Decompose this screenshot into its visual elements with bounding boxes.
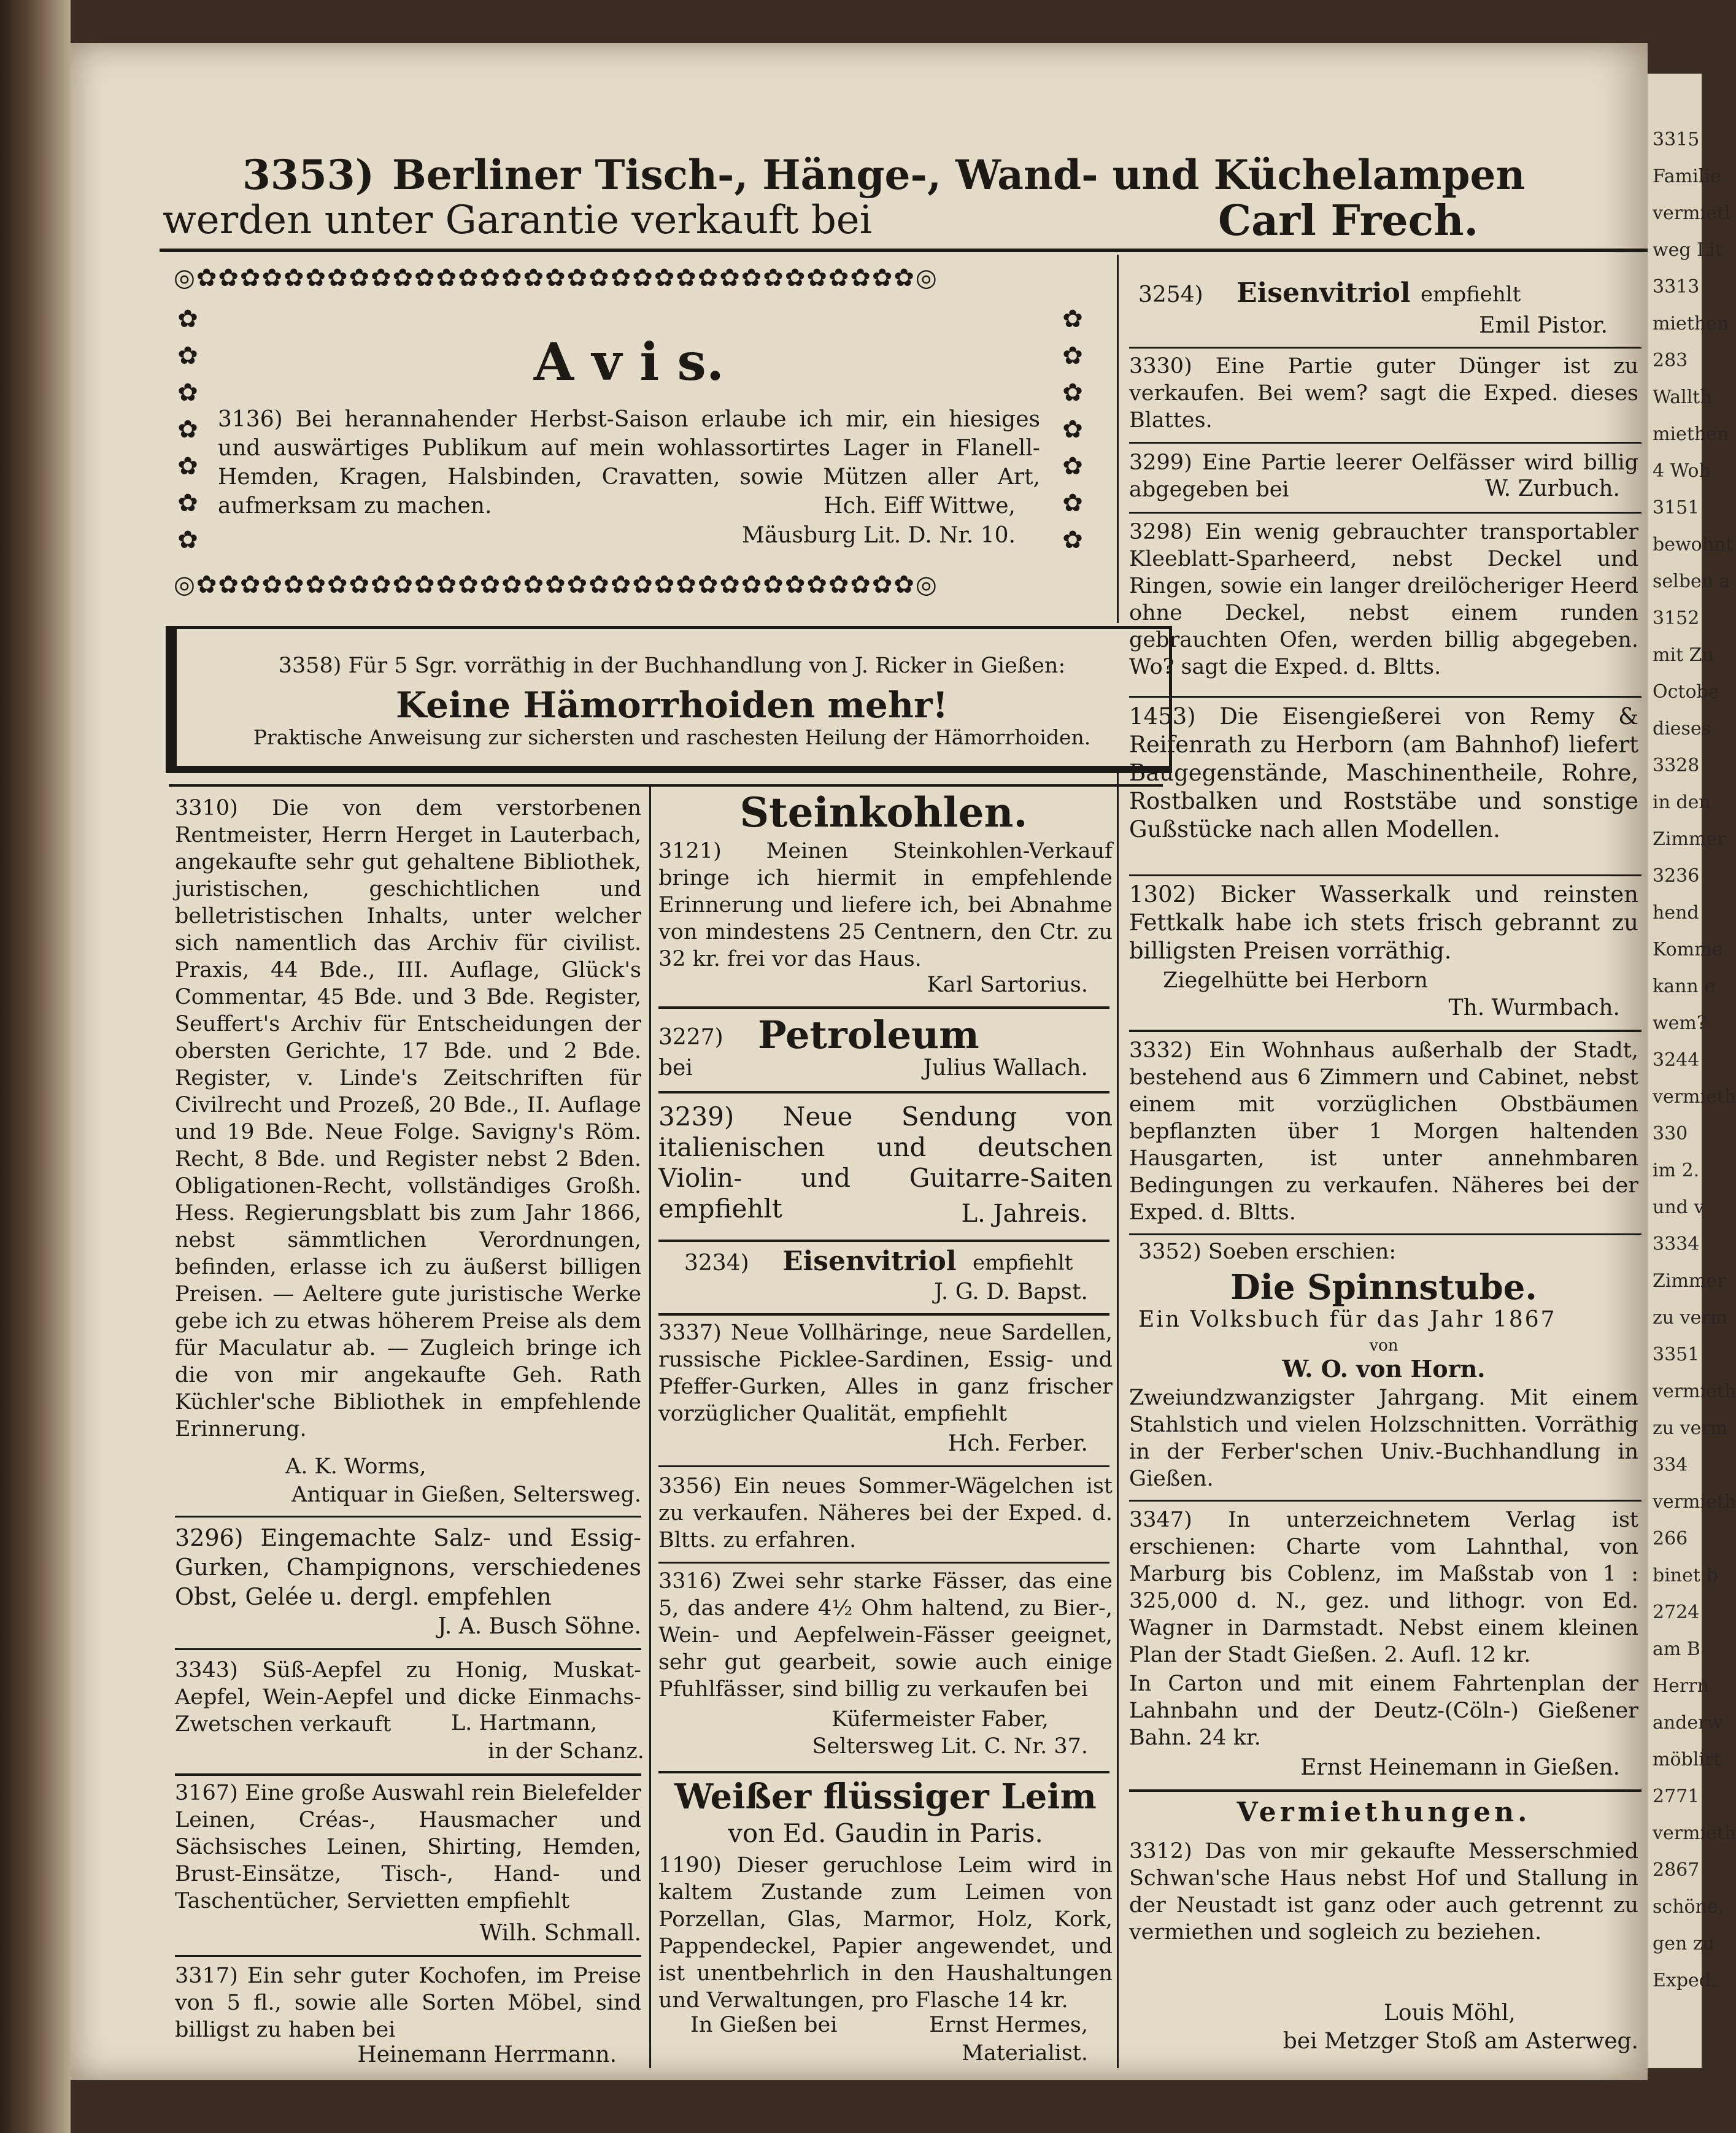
newspaper-page	[71, 43, 1648, 2080]
ad-3239-body: 3239) Neue Sendung von italienischen und deutschen Violin- und Guitarre-Saiten empfiehlt	[658, 1101, 1113, 1224]
next-page-fragment: 3334	[1653, 1233, 1700, 1255]
next-page-fragment: schöne,	[1653, 1896, 1724, 1918]
ornament-border-left: ✿ ✿ ✿ ✿ ✿ ✿ ✿	[177, 305, 198, 554]
next-page-fragment: 3315	[1653, 129, 1700, 150]
ad-3347-sign: Ernst Heinemann in Gießen.	[1300, 1755, 1620, 1780]
spinnstube-line1: Ein Volksbuch für das Jahr 1867	[1138, 1307, 1557, 1332]
next-page-fragment: kann e	[1653, 976, 1715, 997]
header-line2	[163, 198, 899, 243]
next-page-fragment: Familie	[1653, 166, 1721, 187]
ad-3167-body: 3167) Eine große Auswahl rein Bielefelder Leinen, Créas-, Hausmacher und Sächsisches Leinen, Shirting, Hemden, Brust-Einsätze, Tisch-, Hand- und Taschentücher, Servietten empfiehlt	[175, 1781, 641, 1913]
ad-3234-number: 3234)	[684, 1251, 749, 1276]
leim-sign-right2: Materialist.	[962, 2041, 1088, 2066]
next-page-fragment: 3236	[1653, 865, 1700, 887]
next-page-edge	[1648, 74, 1736, 2068]
ad-3312-sign: Louis Möhl,	[1384, 2000, 1516, 2026]
ad-3317-body: 3317) Ein sehr guter Kochofen, im Preise von 5 fl., sowie alle Sorten Möbel, sind billigst zu haben bei	[175, 1964, 641, 2042]
ad-3254-number: 3254)	[1138, 282, 1203, 307]
next-page-fragment: binet b	[1653, 1565, 1718, 1586]
rule-below-box	[169, 784, 1163, 787]
next-page-fragment: Octobe	[1653, 681, 1719, 703]
next-page-fragment: vermieth	[1653, 1381, 1736, 1402]
rule-c3-8	[1129, 1500, 1641, 1502]
next-page-fragment: miethen	[1653, 313, 1729, 334]
next-page-fragment: zu verm	[1653, 1307, 1728, 1329]
ad-3347-body2: In Carton und mit einem Fahrtenplan der Lahnbahn und der Deutz-(Cöln-) Gießener Bahn. 24 kr.	[1129, 1672, 1638, 1750]
vermiethungen-title: Vermiethungen.	[1236, 1797, 1531, 1828]
next-page-fragment: 3328	[1653, 755, 1700, 776]
next-page-fragment: dieses	[1653, 718, 1711, 739]
leim-body: 1190) Dieser geruchlose Leim wird in kaltem Zustande zum Leimen von Porzellan, Glas, Marmor, Holz, Kork, Pappendeckel, Papier angewendet, und ist unentbehrlich in den Haushaltungen und Verwaltungen, pro Flasche 14 kr.	[658, 1853, 1113, 2013]
haemorrhoiden-subtitle: Praktische Anweisung zur sichersten und raschesten Heilung der Hämorrhoiden.	[253, 725, 1091, 749]
ad-3296-body: 3296) Eingemachte Salz- und Essig-Gurken, Champignons, verschiedenes Obst, Gelée u. dergl. empfehlen	[175, 1524, 641, 1610]
leim-sign-left: In Gießen bei	[690, 2013, 838, 2037]
ad-3343-body: 3343) Süß-Aepfel zu Honig, Muskat-Aepfel, Wein-Aepfel und dicke Einmachs-Zwetschen verkauft	[175, 1658, 641, 1737]
next-page-fragment: bewohnt	[1653, 534, 1734, 555]
ad-3234-title: Eisenvitriol	[782, 1246, 957, 1277]
rule-c1-4	[175, 1955, 641, 1957]
column-rule-2	[1117, 773, 1119, 2068]
ad-3234-sign: J. G. D. Bapst.	[934, 1279, 1088, 1305]
ad-3330-body: 3330) Eine Partie guter Dünger ist zu verkaufen. Bei wem? sagt die Exped. dieses Blattes.	[1129, 354, 1638, 433]
header-merchant: Carl Frech.	[1218, 196, 1479, 245]
rule-c3-2	[1129, 442, 1641, 444]
steinkohlen-title: Steinkohlen.	[739, 789, 1028, 836]
next-page-fragment: vermieth	[1653, 1491, 1736, 1513]
rule-c3-4	[1129, 696, 1641, 698]
ornament-border-bottom: ◎✿✿✿✿✿✿✿✿✿✿✿✿✿✿✿✿✿✿✿✿✿✿✿✿✿✿✿✿✿✿✿✿✿◎	[174, 571, 938, 599]
next-page-fragment: Zimmer	[1653, 1270, 1726, 1292]
ad-3239-sign: L. Jahreis.	[961, 1200, 1088, 1228]
leim-sign-right: Ernst Hermes,	[929, 2013, 1088, 2037]
leim-subtitle: von Ed. Gaudin in Paris.	[728, 1818, 1043, 1848]
rule-c3-1	[1129, 347, 1641, 349]
next-page-fragment: Exped.	[1653, 1970, 1717, 1991]
ad-3298-body: 3298) Ein wenig gebrauchter transportabler Kleeblatt-Sparheerd, nebst Deckel und Ringen, sowie ein langer dreilöcheriger Heerd ohne Deckel, nebst einem runden gebrauchten Ofen, werden billig abgegeben. Wo? sagt die Exped. d. Bltts.	[1129, 520, 1638, 679]
ad-3316-address: Seltersweg Lit. C. Nr. 37.	[812, 1734, 1088, 1759]
rule-c2-3	[658, 1240, 1109, 1242]
ad-3356-body: 3356) Ein neues Sommer-Wägelchen ist zu verkaufen. Näheres bei der Exped. d. Bltts. zu erfahren.	[658, 1474, 1113, 1552]
rule-c2-6	[658, 1562, 1109, 1564]
header-number: 3353)	[242, 151, 374, 199]
ad-3312-address: bei Metzger Stoß am Asterweg.	[1283, 2029, 1638, 2054]
rule-c1-3	[175, 1773, 641, 1776]
steinkohlen-sign: Karl Sartorius.	[927, 973, 1088, 997]
next-page-fragment: vermieth	[1653, 1086, 1736, 1108]
next-page-fragment: 330	[1653, 1123, 1688, 1144]
ad-3332-body: 3332) Ein Wohnhaus außerhalb der Stadt, bestehend aus 6 Zimmern und Cabinet, nebst einem mit vorzüglichen Obstbäumen bepflanzten über 1 Morgen haltenden Hausgarten, ist unter annehmbaren Bedingungen zu verkaufen. Näheres bei der Exped. d. Bltts.	[1129, 1038, 1638, 1225]
ad-3316-sign: Küfermeister Faber,	[831, 1707, 1049, 1732]
spinnstube-von: von	[1369, 1336, 1398, 1355]
ornament-border-right: ✿ ✿ ✿ ✿ ✿ ✿ ✿	[1062, 305, 1083, 554]
rule-c3-7	[1129, 1233, 1641, 1235]
ad-3347-body: 3347) In unterzeichnetem Verlag ist erschienen: Charte vom Lahnthal, von Marburg bis Coblenz, im Maßstab von 1 : 325,000 d. N., gez. und lithogr. von Ed. Wagner in Darmstadt. Nebst einem kleinen Plan der Stadt Gießen. 2. Aufl. 12 kr.	[1129, 1508, 1638, 1667]
next-page-fragment: und v	[1653, 1197, 1705, 1218]
ad-3312-body: 3312) Das von mir gekaufte Messerschmied Schwan'sche Haus nebst Hof und Stallung in der Neustadt ist ganz oder auch getrennt zu vermiethen und sogleich zu beziehen.	[1129, 1839, 1638, 1945]
header-line1	[242, 151, 1654, 199]
ad-3316-body: 3316) Zwei sehr starke Fässer, das eine 5, das andere 4½ Ohm haltend, zu Bier-, Wein- und Aepfelwein-Fässer geeignet, sehr gut gearbeit, sowie auch einige Pfuhlfässer, sind billig zu verkaufen bei	[658, 1569, 1113, 1702]
spinnstube-author: W. O. von Horn.	[1282, 1355, 1486, 1383]
next-page-fragment: 2771	[1653, 1786, 1700, 1807]
next-page-fragment: Zimmer	[1653, 828, 1726, 850]
rule-c2-4	[658, 1313, 1109, 1316]
next-page-fragment: vermieth	[1653, 1822, 1736, 1844]
haemorrhoiden-intro: 3358) Für 5 Sgr. vorräthig in der Buchhandlung von J. Ricker in Gießen:	[278, 654, 1066, 678]
rule-c2-1	[658, 1006, 1109, 1009]
next-page-fragment: 3351	[1653, 1344, 1700, 1365]
header-rule	[160, 249, 1651, 252]
next-page-fragment: 2724	[1653, 1602, 1700, 1623]
next-page-fragment: 334	[1653, 1454, 1688, 1476]
petroleum-number: 3227)	[658, 1025, 723, 1050]
next-page-fragment: Komme	[1653, 939, 1723, 960]
next-page-fragment: vermietl	[1653, 202, 1730, 224]
steinkohlen-body: 3121) Meinen Steinkohlen-Verkauf bringe ich hiermit in empfehlende Erinnerung und liefere ich, bei Abnahme von mindestens 25 Centnern, den Ctr. zu 32 kr. frei vor das Haus.	[658, 839, 1113, 971]
avis-body: 3136) Bei herannahender Herbst-Saison erlaube ich mir, ein hiesiges und auswärtiges Publikum auf mein wohlassortirtes Lager in Flanell-Hemden, Kragen, Halsbinden, Cravatten, sowie Mützen aller Art, aufmerksam zu machen.	[218, 407, 1040, 519]
petroleum-sign: Julius Wallach.	[923, 1055, 1088, 1081]
next-page-fragment: in den	[1653, 792, 1711, 813]
next-page-fragment: 266	[1653, 1528, 1688, 1549]
avis-signature: Hch. Eiff Wittwe,	[824, 493, 1016, 519]
header-title: Berliner Tisch-, Hänge-, Wand- und Küchelampen	[392, 151, 1526, 199]
petroleum-bei: bei	[658, 1055, 693, 1081]
ad-3299-sign: W. Zurbuch.	[1484, 476, 1620, 501]
ad-1302-place: Ziegelhütte bei Herborn	[1163, 968, 1428, 993]
next-page-fragment: zu verm	[1653, 1418, 1728, 1439]
next-page-fragment: hend	[1653, 902, 1699, 924]
header-subtitle: werden unter Garantie verkauft bei	[163, 198, 873, 243]
next-page-fragment: weg Lit	[1653, 239, 1722, 261]
ad-3167-sign: Wilh. Schmall.	[479, 1921, 641, 1946]
ad-3299-body: 3299) Eine Partie leerer Oelfässer wird billig abgegeben bei	[1129, 450, 1638, 502]
next-page-fragment: wem?	[1653, 1012, 1707, 1034]
next-page-fragment: Wallth	[1653, 387, 1712, 408]
next-page-fragment: möblirt	[1653, 1749, 1721, 1770]
next-page-fragment: 4 Woh	[1653, 460, 1711, 482]
ad-3234-rest: empfiehlt	[973, 1251, 1073, 1275]
ornament-border-top: ◎✿✿✿✿✿✿✿✿✿✿✿✿✿✿✿✿✿✿✿✿✿✿✿✿✿✿✿✿✿✿✿✿✿◎	[174, 264, 938, 292]
rule-c3-5	[1129, 874, 1641, 876]
spinnstube-title: Die Spinnstube.	[1230, 1267, 1537, 1308]
rule-c3-9	[1129, 1789, 1641, 1792]
next-page-fragment: miethen	[1653, 423, 1729, 445]
ad-3310-body: 3310) Die von dem verstorbenen Rentmeister, Herrn Herget in Lauterbach, angekaufte sehr gut gehaltene Bibliothek, juristischen, geschichtlichen und belletristischen Inhalts, unter welcher sich namentlich das Archiv für civilist. Praxis, 44 Bde., III. Auflage, Glück's Commentar, 45 Bde. und 3 Bde. Register, Seuffert's Archiv für Entscheidungen der obersten Gerichte, 17 Bde. und 2 Bde. Register, v. Linde's Zeitschriften für Civilrecht und Prozeß, 20 Bde., II. Auflage und 19 Bde. Neue Folge. Savigny's Röm. Recht, 8 Bde. und Register nebst 2 Bden. Obligationen-Recht, vollständiges Großh. Hess. Regierungsblatt bis zum Jahr 1866, nebst sämmtlichen Verordnungen, befinden, erlasse ich zu äußerst billigen Preisen. — Aeltere gute juristische Werke gebe ich zu etwas höherem Preise als dem für Maculatur ab. — Zugleich bringe ich die von mir angekaufte Geh. Rath Küchler'sche Bibliothek in empfehlende Erinnerung.	[175, 796, 641, 1441]
ad-1302-sign: Th. Wurmbach.	[1448, 995, 1620, 1020]
next-page-fragment: anderw	[1653, 1712, 1723, 1734]
next-page-fragment: selben a	[1653, 571, 1730, 592]
next-page-fragment: im 2.	[1653, 1160, 1700, 1181]
ad-1453-body: 1453) Die Eisengießerei von Remy & Reifenrath zu Herborn (am Bahnhof) liefert Baugegenstände, Maschinentheile, Rohre, Rostbalken und Roststäbe und sonstige Gußstücke nach allen Modellen.	[1129, 703, 1638, 843]
leim-title: Weißer flüssiger Leim	[674, 1776, 1097, 1817]
column-rule-1	[649, 785, 651, 2068]
rule-c1-1	[175, 1516, 641, 1518]
next-page-fragment: am B	[1653, 1638, 1700, 1660]
column-rule-top	[1117, 255, 1119, 623]
ad-3317-sign: Heinemann Herrmann.	[357, 2042, 617, 2067]
next-page-fragment: 283	[1653, 350, 1688, 371]
ad-3343-sign: L. Hartmann,	[451, 1711, 597, 1735]
next-page-fragment: mit Zu	[1653, 644, 1714, 666]
ad-3337-sign: Hch. Ferber.	[947, 1431, 1088, 1456]
ad-3254-title: Eisenvitriol	[1236, 277, 1411, 309]
ad-3343-address: in der Schanz.	[488, 1739, 644, 1764]
ad-3254-sign: Emil Pistor.	[1479, 313, 1608, 338]
avis-title: A v i s.	[533, 331, 725, 392]
next-page-fragment: gen zu	[1653, 1933, 1715, 1954]
ad-3254-rest: empfiehlt	[1421, 282, 1521, 307]
next-page-fragment: 3244	[1653, 1049, 1700, 1071]
ad-3310-address: Antiquar in Gießen, Seltersweg.	[291, 1483, 641, 1507]
rule-c3-3	[1129, 512, 1641, 514]
ad-3296-sign: J. A. Busch Söhne.	[438, 1614, 641, 1639]
next-page-fragment: Herrn	[1653, 1675, 1709, 1697]
rule-c3-6	[1129, 1030, 1641, 1032]
next-page-fragment: 3313	[1653, 276, 1700, 298]
next-page-fragment: 2867	[1653, 1859, 1700, 1881]
ad-1302-body: 1302) Bicker Wasserkalk und reinsten Fettkalk habe ich stets frisch gebrannt zu billigsten Preisen vorräthig.	[1129, 881, 1638, 964]
rule-c1-2	[175, 1648, 641, 1650]
next-page-fragment: 3151	[1653, 497, 1700, 519]
rule-c2-7	[658, 1771, 1109, 1773]
rule-c2-5	[658, 1465, 1109, 1467]
spinnstube-body: Zweiundzwanzigster Jahrgang. Mit einem Stahlstich und vielen Holzschnitten. Vorräthig in der Ferber'schen Univ.-Buchhandlung in Gießen.	[1129, 1386, 1638, 1491]
book-edge	[0, 0, 71, 2133]
next-page-fragment: 3152	[1653, 608, 1700, 629]
avis-address: Mäusburg Lit. D. Nr. 10.	[741, 523, 1016, 548]
ad-3352-intro: 3352) Soeben erschien:	[1138, 1240, 1397, 1264]
haemorrhoiden-title: Keine Hämorrhoiden mehr!	[395, 684, 949, 726]
ad-3310-sign: A. K. Worms,	[285, 1454, 426, 1479]
ad-3337-body: 3337) Neue Vollhäringe, neue Sardellen, russische Picklee-Sardinen, Essig- und Pfeffer-Gurken, Alles in ganz frischer vorzüglicher Qualität, empfiehlt	[658, 1321, 1113, 1426]
rule-c2-2	[658, 1091, 1109, 1094]
petroleum-title: Petroleum	[758, 1012, 979, 1057]
